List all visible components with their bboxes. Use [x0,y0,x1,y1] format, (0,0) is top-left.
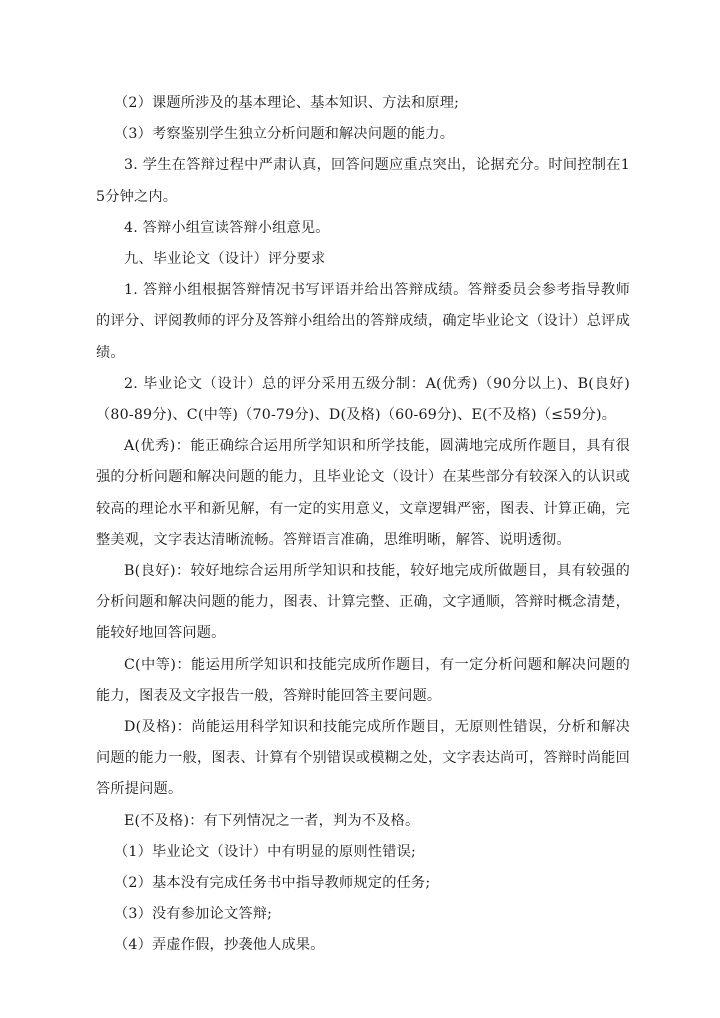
fail-condition-2: （2）基本没有完成任务书中指导教师规定的任务; [114,875,431,892]
grade-d-description: D(及格)：尚能运用科学知识和技能完成所作题目，无原则性错误，分析和解决问题的能力一般，图表、计算有个别错误或模糊之处，文字表达尚可，答辩时尚能回答所提问题。 [96,719,630,798]
fail-condition-4: （4）弄虚作假，抄袭他人成果。 [114,937,325,954]
document-body [96,88,630,962]
rule-paragraph-3: 3. 学生在答辩过程中严肃认真，回答问题应重点突出，论据充分。时间控制在15分钟之内。 [96,157,630,205]
fail-condition-1: （1）毕业论文（设计）中有明显的原则性错误; [114,843,416,860]
section-heading: 九、毕业论文（设计）评分要求 [124,251,326,268]
rule-paragraph-4: 4. 答辩小组宣读答辩小组意见。 [124,219,330,236]
grade-a-description: A(优秀)：能正确综合运用所学知识和所学技能，圆满地完成所作题目，具有很强的分析问题和解决问题的能力，且毕业论文（设计）在某些部分有较深入的认识或较高的理论水平和新见解，有一定的实用意义，文章逻辑严密，图表、计算正确，完整美观，文字表达清晰流畅。答辩语言准确，思维明晰，解答、说明透彻。 [96,438,630,548]
grade-e-description: E(不及格)：有下列情况之一者，判为不及格。 [124,812,420,829]
scoring-paragraph-1: 1. 答辩小组根据答辩情况书写评语并给出答辩成绩。答辩委员会参考指导教师的评分、评阅教师的评分及答辩小组给出的答辩成绩，确定毕业论文（设计）总评成绩。 [96,282,630,361]
criterion-item-3: （3）考察鉴别学生独立分析问题和解决问题的能力。 [114,126,455,143]
scoring-paragraph-2: 2. 毕业论文（设计）总的评分采用五级分制：A(优秀)（90分以上)、B(良好)（80-89分)、C(中等)（70-79分)、D(及格)（60-69分)、E(不及格)（≤59分)。 [96,375,630,424]
criterion-item-2: （2）课题所涉及的基本理论、基本知识、方法和原理; [114,95,460,111]
fail-condition-3: （3）没有参加论文答辩; [114,906,273,923]
grade-c-description: C(中等)：能运用所学知识和技能完成所作题目，有一定分析问题和解决问题的能力，图表及文字报告一般，答辩时能回答主要问题。 [96,656,630,704]
grade-b-description: B(良好)：较好地综合运用所学知识和技能，较好地完成所做题目，具有较强的分析问题和解决问题的能力，图表、计算完整、正确，文字通顺，答辩时概念清楚，能较好地回答问题。 [96,563,630,642]
